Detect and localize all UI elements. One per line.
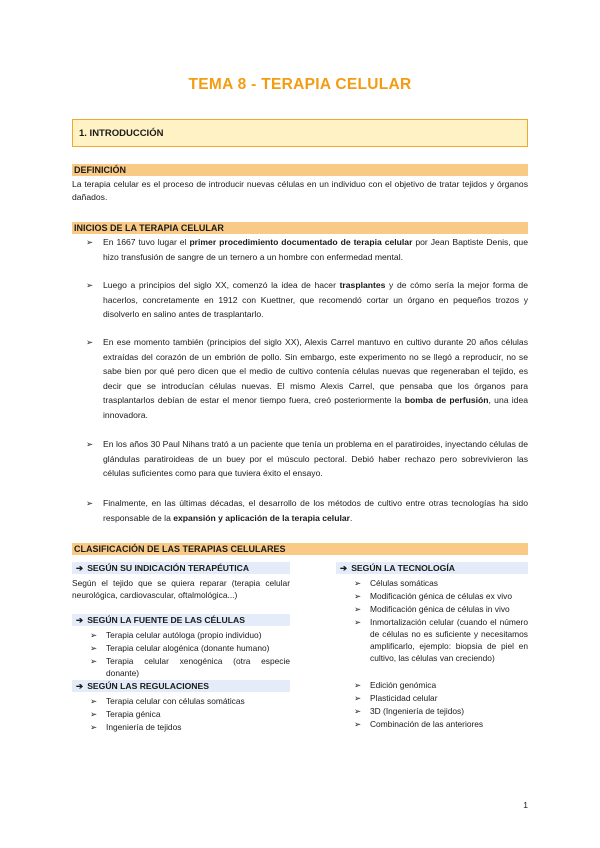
bullet-arrow-icon: ➢ — [86, 237, 94, 247]
tecnologia-item: ➢ 3D (Ingeniería de tejidos) — [354, 706, 465, 716]
bullet-arrow-icon: ➢ — [354, 591, 362, 601]
tecnologia-item: ➢ Plasticidad celular — [354, 693, 438, 703]
page-title: TEMA 8 - TERAPIA CELULAR — [188, 76, 412, 93]
bullet-arrow-icon: ➢ — [90, 656, 98, 666]
bullet-text: En 1667 tuvo lugar el primer procedimiento documentado de terapia celular por Jean Baptiste Denis, que hizo transfusión de sangre de un ternero a un hombre con enfermedad mental. — [103, 237, 528, 262]
bullet-arrow-icon: ➢ — [354, 706, 362, 716]
fuente-item: ➢ Terapia celular alogénica (donante humano) — [90, 643, 270, 653]
bullet-arrow-icon: ➢ — [354, 578, 362, 588]
inicios-bullet-1 — [86, 235, 528, 264]
bullet-arrow-icon: ➢ — [354, 693, 362, 703]
arrow-right-icon: ➔ — [76, 615, 84, 625]
regulaciones-item: ➢ Terapia celular con células somáticas — [90, 696, 245, 706]
tecnologia-heading: ➔ SEGÚN LA TECNOLOGÍA — [336, 562, 528, 574]
fuente-heading: ➔ SEGÚN LA FUENTE DE LAS CÉLULAS — [72, 614, 290, 626]
tecnologia-item: ➢ Modificación génica de células ex vivo — [354, 591, 512, 601]
inicios-bullet-2 — [86, 278, 528, 322]
bullet-arrow-icon: ➢ — [90, 643, 98, 653]
inicios-bullet-4 — [86, 437, 528, 481]
bullet-text: En ese momento también (principios del siglo XX), Alexis Carrel mantuvo en cultivo durante 20 años células extraídas del corazón de un embrión de pollo. Sin embargo, este experimento no se llegó a reproducir, no se sabe bien por qué pero dicen que el medio de cultivo contenía células nuevas que regeneraban el tejido, es decir que se introducían células nuevas. El mismo Alexis Carrel, que pensaba que los órganos para trasplantarlos debían de estar el menor tiempo fuera, creó posteriormente la bomba de perfusión, una idea innovadora. — [103, 337, 528, 420]
inicios-bullet-3 — [86, 335, 528, 422]
bullet-text: Finalmente, en las últimas décadas, el desarrollo de los métodos de cultivo entre otras tecnologías ha sido responsable de la expansión y aplicación de la terapia celular. — [103, 498, 528, 523]
bullet-text: En los años 30 Paul Nihans trató a un paciente que tenía un problema en el paratiroides, inyectando células de glándulas paratiroideas de un buey por el músculo pectoral. Debió haber rechazo pero sobrevivieron las células suficientes como para que tuviera éxito el ensayo. — [103, 439, 528, 478]
section-heading: 1. INTRODUCCIÓN — [79, 127, 164, 139]
tecnologia-item: ➢ Edición genómica — [354, 680, 437, 690]
indicacion-heading: ➔ SEGÚN SU INDICACIÓN TERAPÉUTICA — [72, 562, 290, 574]
bullet-arrow-icon: ➢ — [86, 439, 94, 449]
bullet-arrow-icon: ➢ — [354, 617, 362, 627]
fuente-item: ➢ Terapia celular xenogénica (otra especie donante) — [90, 656, 290, 678]
tecnologia-item: ➢ Combinación de las anteriores — [354, 719, 484, 729]
tecnologia-item: ➢ Células somáticas — [354, 578, 438, 588]
arrow-right-icon: ➔ — [76, 681, 84, 691]
bullet-arrow-icon: ➢ — [354, 680, 362, 690]
page-number: 1 — [523, 800, 528, 810]
inicios-bullet-5 — [86, 496, 528, 525]
bullet-arrow-icon: ➢ — [86, 337, 94, 347]
tecnologia-item: ➢ Inmortalización celular (cuando el número de células no es suficiente y necesitamos amplificarlo, ejemplo: biopsia de piel en cultivo, las células van creciendo) — [354, 617, 528, 663]
inicios-heading: INICIOS DE LA TERAPIA CELULAR — [72, 222, 528, 234]
definicion-heading: DEFINICIÓN — [72, 164, 528, 176]
arrow-right-icon: ➔ — [340, 563, 348, 573]
bullet-arrow-icon: ➢ — [86, 280, 94, 290]
definicion-text: La terapia celular es el proceso de introducir nuevas células en un individuo con el objetivo de tratar tejidos y órganos dañados. — [72, 179, 528, 202]
arrow-right-icon: ➔ — [76, 563, 84, 573]
regulaciones-item: ➢ Ingeniería de tejidos — [90, 722, 182, 732]
indicacion-text: Según el tejido que se quiera reparar (terapia celular neurológica, cardiovascular, oftalmológica...) — [72, 578, 290, 600]
bullet-arrow-icon: ➢ — [354, 719, 362, 729]
fuente-item: ➢ Terapia celular autóloga (propio individuo) — [90, 630, 262, 640]
clasificacion-heading: CLASIFICACIÓN DE LAS TERAPIAS CELULARES — [72, 543, 528, 555]
bullet-arrow-icon: ➢ — [86, 498, 94, 508]
tecnologia-item: ➢ Modificación génica de células in vivo — [354, 604, 510, 614]
bullet-arrow-icon: ➢ — [354, 604, 362, 614]
regulaciones-heading: ➔ SEGÚN LAS REGULACIONES — [72, 680, 290, 692]
bullet-arrow-icon: ➢ — [90, 630, 98, 640]
bullet-arrow-icon: ➢ — [90, 696, 98, 706]
bullet-text: Luego a principios del siglo XX, comenzó la idea de hacer trasplantes y de cómo sería la mejor forma de hacerlos, concretamente en 1912 con Kuettner, que recomendó cortar un órgano en pequeños trozos y disolverlo en salino antes de trasplantarlo. — [103, 280, 528, 319]
bullet-arrow-icon: ➢ — [90, 722, 98, 732]
regulaciones-item: ➢ Terapia génica — [90, 709, 161, 719]
bullet-arrow-icon: ➢ — [90, 709, 98, 719]
section-heading-box — [72, 119, 528, 147]
